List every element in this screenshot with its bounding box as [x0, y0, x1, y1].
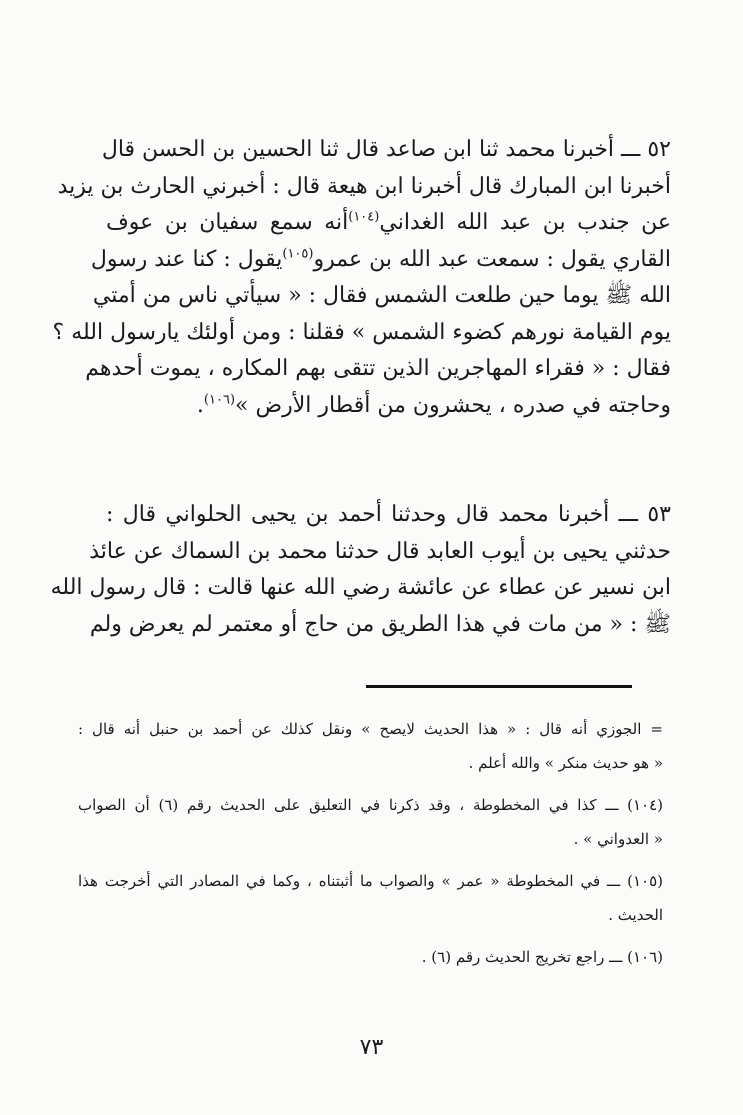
footnote-ref-105: (١٠٥)	[282, 246, 314, 262]
hadith-52-line-3	[106, 205, 671, 242]
hadith-52-block	[52, 132, 672, 424]
hadith-53-line-1: ٥٣ ـــ أخبرنا محمد قال وحدثنا أحمد بن يحيى الحلواني قال :	[106, 502, 671, 527]
footnotes-section	[78, 712, 663, 974]
hadith-52-line-4a: القاري يقول : سمعت عبد الله بن عمرو	[313, 246, 671, 272]
hadith-52-line-6: يوم القيامة نورهم كضوء الشمس » فقلنا : ومن أولئك يارسول الله ؟	[52, 319, 671, 345]
hadith-52-line-3a: عن جندب بن عبد الله الغداني	[379, 210, 672, 235]
footnote-divider	[366, 685, 632, 688]
hadith-53-line-2: حدثني يحيى بن أيوب العابد قال حدثنا محمد بن السماك عن عائذ	[89, 538, 671, 564]
hadith-52-line-8	[106, 388, 671, 425]
hadith-53-line-3: ابن نسير عن عطاء عن عائشة رضي الله عنها قالت : قال رسول الله	[50, 575, 671, 600]
footnote-105-line-1: (١٠٥) ـــ في المخطوطة « عمر » والصواب ما أثبتناه ، وكما في المصادر التي أخرجت هذا	[78, 872, 663, 890]
hadith-52-line-5: الله ﷺ يوما حين طلعت الشمس فقال : « سيأتي ناس من أمتي	[92, 283, 671, 308]
footnote-ref-106: (١٠٦)	[203, 392, 236, 408]
footnote-continuation-line-2: « هو حديث منكر » والله أعلم .	[468, 754, 663, 772]
footnote-104-line-1: (١٠٤) ـــ كذا في المخطوطة ، وقد ذكرنا في التعليق على الحديث رقم (٦) أن الصواب	[78, 796, 663, 814]
hadith-52-line-8b: .	[196, 392, 204, 418]
footnote-ref-104: (١٠٤)	[348, 209, 380, 225]
footnote-continuation-line-1: = الجوزي أنه قال : « هذا الحديث لايصح » ونقل كذلك عن أحمد بن حنبل أنه قال :	[78, 720, 663, 738]
hadith-53-line-4: ﷺ : « من مات في هذا الطريق من حاج أو معتمر لم يعرض ولم	[89, 611, 671, 637]
hadith-52-line-4	[90, 242, 671, 279]
hadith-53-block	[50, 497, 671, 643]
hadith-52-line-8a: وحاجته في صدره ، يحشرون من أقطار الأرض »	[235, 392, 671, 418]
hadith-52-line-3b: أنه سمع سفيان بن عوف	[106, 210, 349, 235]
footnote-106-line-1: (١٠٦) ـــ راجع تخريج الحديث رقم (٦) .	[421, 948, 663, 966]
page-number: ٧٣	[359, 1035, 384, 1060]
footnote-104-line-2: « العدواني » .	[573, 830, 663, 848]
hadith-52-line-7: فقال : « فقراء المهاجرين الذين تتقى بهم المكاره ، يموت أحدهم	[85, 356, 671, 381]
footnote-105-line-2: الحديث .	[608, 906, 663, 924]
hadith-52-line-1: ٥٢ ـــ أخبرنا محمد ثنا ابن صاعد قال ثنا الحسين بن الحسن قال	[101, 137, 671, 162]
hadith-52-line-2: أخبرنا ابن المبارك قال أخبرنا ابن هيعة قال : أخبرني الحارث بن يزيد	[57, 173, 671, 199]
hadith-52-line-4b: يقول : كنا عند رسول	[90, 246, 283, 272]
